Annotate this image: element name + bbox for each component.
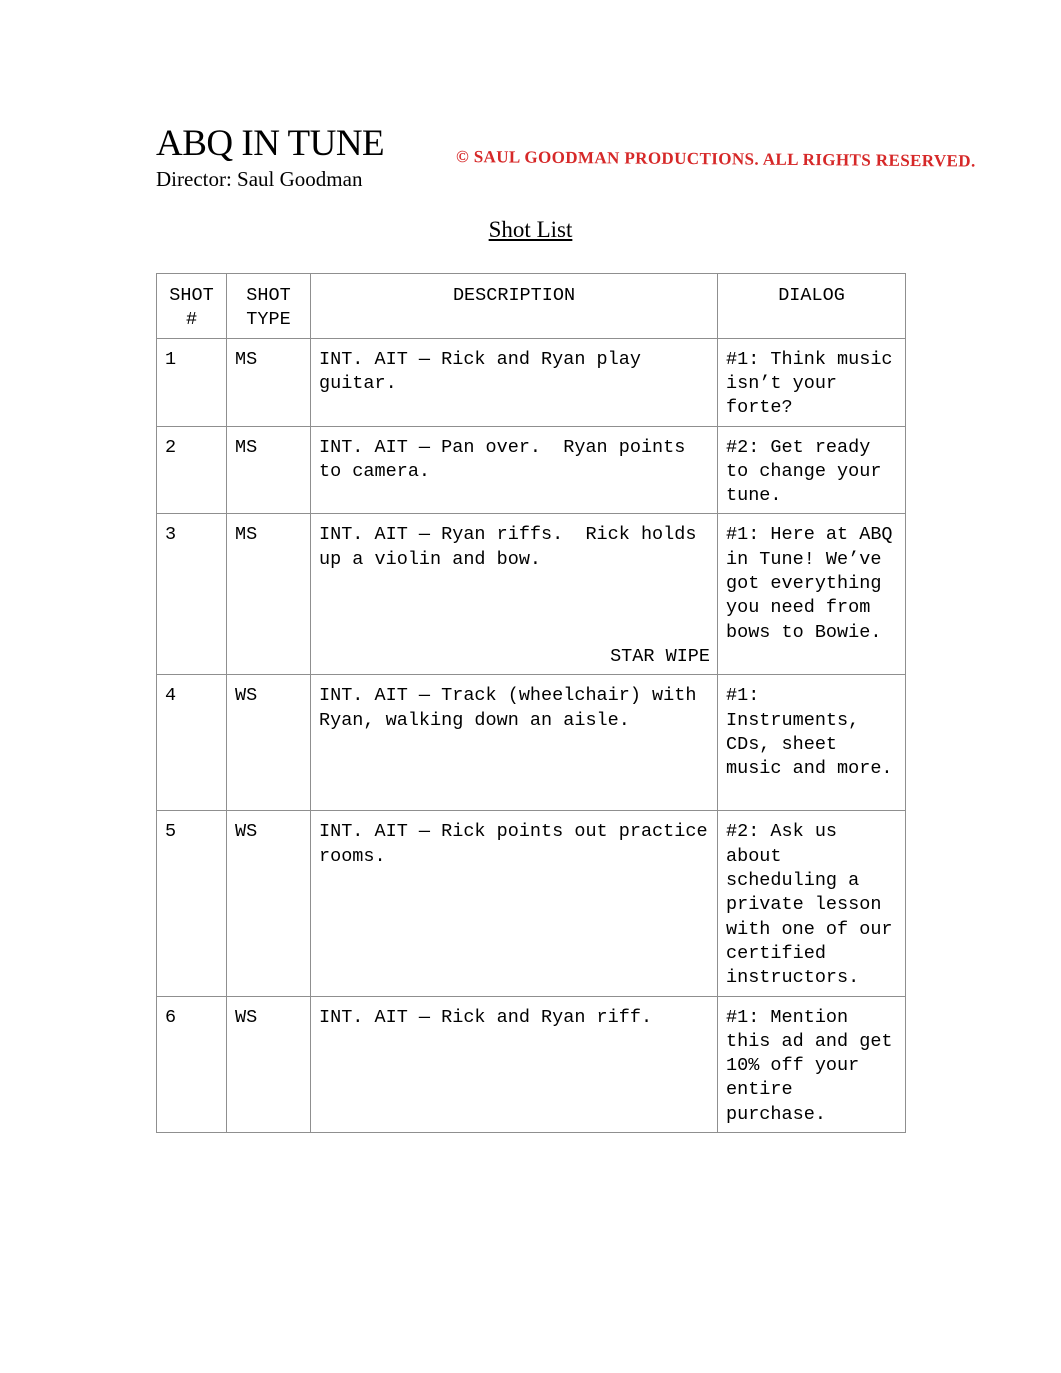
shot-type-cell: MS: [227, 426, 311, 514]
description-cell: [311, 514, 718, 675]
dialog-cell: #1: Think music isn’t your forte?: [718, 338, 906, 426]
table-row: [157, 514, 906, 675]
table-row: [157, 338, 906, 426]
description-cell: [311, 426, 718, 514]
director-credit: Director: Saul Goodman: [156, 167, 363, 191]
description-text: INT. AIT — Ryan riffs. Rick holds up a violin and bow.: [319, 524, 708, 570]
shot-number-cell: 3: [157, 514, 227, 675]
table-row: [157, 675, 906, 811]
shot-type-cell: WS: [227, 675, 311, 811]
shot-type-cell: MS: [227, 338, 311, 426]
shot-list-table: [156, 273, 906, 1133]
shot-number-cell: 6: [157, 996, 227, 1132]
shot-type-cell: WS: [227, 811, 311, 996]
shot-number-cell: 4: [157, 675, 227, 811]
header-dialog: DIALOG: [718, 274, 906, 339]
table-row: [157, 426, 906, 514]
description-text: INT. AIT — Rick and Ryan play guitar.: [319, 348, 653, 394]
description-cell: [311, 811, 718, 996]
table-header-row: [157, 274, 906, 339]
section-title: Shot List: [488, 217, 573, 242]
description-text: INT. AIT — Rick points out practice rooms.: [319, 821, 719, 867]
header-shot-number: SHOT #: [157, 274, 227, 339]
table-row: [157, 811, 906, 996]
dialog-cell: #1: Here at ABQ in Tune! We’ve got everything you need from bows to Bowie.: [718, 514, 906, 675]
description-cell: [311, 996, 718, 1132]
description-text: INT. AIT — Track (wheelchair) with Ryan, walking down an aisle.: [319, 685, 708, 731]
description-text: INT. AIT — Rick and Ryan riff.: [319, 1006, 653, 1028]
header-description: DESCRIPTION: [311, 274, 718, 339]
shot-type-cell: MS: [227, 514, 311, 675]
description-cell: [311, 675, 718, 811]
shot-number-cell: 1: [157, 338, 227, 426]
shot-number-cell: 2: [157, 426, 227, 514]
shot-number-cell: 5: [157, 811, 227, 996]
header-shot-type: SHOT TYPE: [227, 274, 311, 339]
transition-label: STAR WIPE: [610, 646, 710, 668]
dialog-cell: #2: Get ready to change your tune.: [718, 426, 906, 514]
dialog-cell: #2: Ask us about scheduling a private lesson with one of our certified instructors.: [718, 811, 906, 996]
description-cell: [311, 338, 718, 426]
copyright-stamp: © SAUL GOODMAN PRODUCTIONS. ALL RIGHTS RESERVED.: [455, 147, 976, 171]
document-title: ABQ IN TUNE: [156, 123, 385, 164]
dialog-cell: #1: Mention this ad and get 10% off your entire purchase.: [718, 996, 906, 1132]
dialog-cell: #1: Instruments, CDs, sheet music and more.: [718, 675, 906, 811]
description-text: INT. AIT — Pan over. Ryan points to camera.: [319, 436, 697, 482]
shot-type-cell: WS: [227, 996, 311, 1132]
table-row: [157, 996, 906, 1132]
